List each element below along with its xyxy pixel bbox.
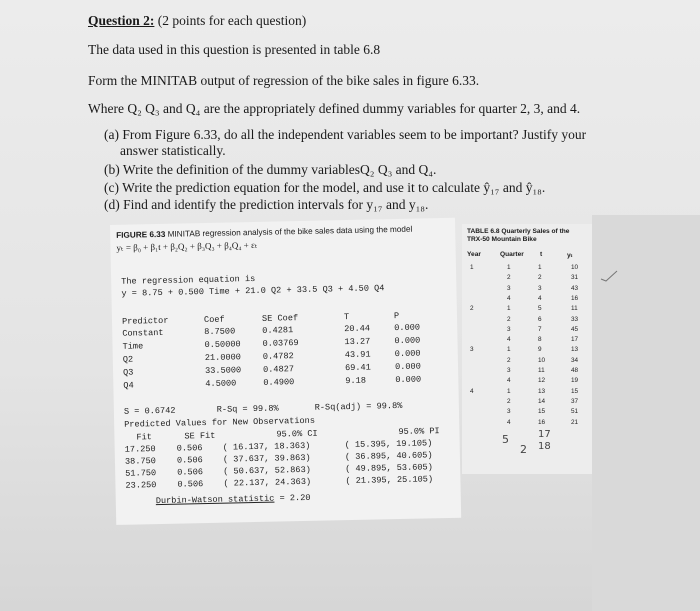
sales-cell: 13 xyxy=(571,346,579,354)
sales-cell: 51 xyxy=(571,408,579,416)
t-cell: 2 xyxy=(538,274,542,282)
sales-cell: 33 xyxy=(571,315,579,323)
pred-cell: 0.506 xyxy=(177,479,204,490)
figure-caption xyxy=(116,225,412,240)
t-cell: 12 xyxy=(538,377,546,385)
fit-statistics: S = 0.6742 R-Sq = 99.8% R-Sq(adj) = 99.8% xyxy=(123,400,403,417)
pred-cell: ( 21.395, 25.105) xyxy=(345,474,434,487)
sales-cell: 10 xyxy=(571,264,579,271)
item-a-continued: answer statistically. xyxy=(120,143,226,158)
pred-cell: ( 22.137, 24.363) xyxy=(223,476,312,489)
t-cell: 7 xyxy=(538,325,542,333)
t-cell: 3 xyxy=(538,284,542,292)
coef-header-2: SE Coef xyxy=(261,313,299,324)
sales-cell: 37 xyxy=(571,397,579,405)
handwritten-t17: 17 xyxy=(538,428,551,440)
coef-cell: 0.4900 xyxy=(263,377,295,388)
t-cell: 16 xyxy=(538,418,546,426)
table-header-0: Year xyxy=(467,251,481,258)
coef-cell: 0.03769 xyxy=(262,338,299,349)
pred-cell: ( 50.637, 52.863) xyxy=(223,464,311,477)
table-header-3: yₜ xyxy=(567,252,573,259)
handwritten-year: 5 xyxy=(502,432,509,446)
year-cell: 3 xyxy=(470,346,474,354)
coef-header-3: T xyxy=(343,312,350,323)
sales-cell: 48 xyxy=(571,367,579,374)
coef-cell: 0.4782 xyxy=(262,351,294,362)
coef-cell: 13.27 xyxy=(344,336,371,348)
item-d: (d) Find and identify the prediction intervals for y₁₇ and y₁₈. xyxy=(104,197,429,212)
coef-cell: 0.000 xyxy=(395,374,422,386)
quarter-cell: 4 xyxy=(507,294,511,302)
question-paragraph-3: Where Q₂ Q₃ and Q₄ are the appropriately defined dummy variables for quarter 2, 3, and 4. xyxy=(88,101,581,116)
pred-cell: 0.506 xyxy=(177,467,204,478)
table-caption-subtitle: TRX-50 Mountain Bike xyxy=(467,236,537,243)
pred-cell: ( 37.637, 39.863) xyxy=(222,452,311,465)
coef-cell: Q2 xyxy=(122,354,134,365)
coef-header-4: P xyxy=(393,310,400,322)
pred-cell: 17.250 xyxy=(124,444,156,455)
quarter-cell: 3 xyxy=(507,325,511,333)
pred-header-1: SE Fit xyxy=(184,430,216,442)
t-cell: 1 xyxy=(538,264,542,271)
quarter-cell: 2 xyxy=(507,397,511,405)
quarter-cell: 1 xyxy=(507,387,511,395)
regression-equation: y = 8.75 + 0.500 Time + 21.0 Q2 + 33.5 Q3 + 4.50 Q4 xyxy=(121,283,385,299)
item-c: (c) Write the prediction equation for the model, and use it to calculate ŷ₁₇ and ŷ₁₈. xyxy=(104,180,546,195)
coef-cell: 21.0000 xyxy=(204,352,242,364)
durbin-watson-label: Durbin-Watson statistic xyxy=(155,493,275,507)
coef-cell: 0.4281 xyxy=(262,325,294,336)
predicted-values-title: Predicted Values for New Observations xyxy=(124,415,316,430)
year-cell: 1 xyxy=(470,264,474,271)
sales-cell: 16 xyxy=(571,294,579,302)
coef-cell: 0.000 xyxy=(394,335,421,347)
coef-cell: Constant xyxy=(122,327,164,339)
coef-cell: 43.91 xyxy=(344,349,371,361)
regression-equation-title: The regression equation is xyxy=(121,273,256,287)
table-caption: TABLE 6.8 Quarterly Sales of the xyxy=(467,228,570,235)
pred-cell: 51.750 xyxy=(125,468,157,479)
quarter-cell: 2 xyxy=(507,356,511,364)
quarter-cell: 1 xyxy=(507,346,511,354)
sales-cell: 17 xyxy=(571,336,579,344)
table-header-1: Quarter xyxy=(500,251,524,258)
t-cell: 5 xyxy=(538,305,542,313)
question-paragraph-2: Form the MINITAB output of regression of the bike sales in figure 6.33. xyxy=(88,73,480,88)
quarter-cell: 3 xyxy=(507,284,511,292)
figure-model: yₜ = β₀ + β₁t + β₂Q₂ + β₃Q₃ + β₄Q₄ + εₜ xyxy=(116,239,258,253)
t-cell: 10 xyxy=(538,356,546,364)
sales-cell: 34 xyxy=(571,356,579,364)
pred-header-2: 95.0% CI xyxy=(276,428,318,440)
question-title: Question 2: xyxy=(88,13,155,28)
coef-cell: Time xyxy=(122,341,144,352)
sales-cell: 31 xyxy=(571,274,579,282)
handwritten-quarter: 2 xyxy=(520,442,527,456)
quarterly-sales-table xyxy=(462,224,592,474)
quarter-cell: 4 xyxy=(507,418,511,426)
t-cell: 6 xyxy=(538,315,542,323)
pred-cell: ( 15.395, 19.105) xyxy=(344,438,433,451)
item-a: (a) From Figure 6.33, do all the independent variables seem to be important? Justify your xyxy=(104,127,587,142)
t-cell: 4 xyxy=(538,294,542,302)
pred-cell: 38.750 xyxy=(124,456,157,467)
coef-cell: 0.000 xyxy=(394,322,421,334)
durbin-watson-value: = 2.20 xyxy=(274,492,311,504)
t-cell: 14 xyxy=(538,397,546,405)
quarter-cell: 3 xyxy=(507,367,511,374)
question-paragraph-1: The data used in this question is presented in table 6.8 xyxy=(88,42,381,57)
coef-cell: 4.5000 xyxy=(205,378,237,390)
table-header-2: t xyxy=(540,251,543,258)
coef-cell: 33.5000 xyxy=(204,365,242,377)
figure-label: FIGURE 6.33 xyxy=(116,229,166,240)
quarter-cell: 1 xyxy=(507,264,511,271)
quarter-cell: 4 xyxy=(507,377,511,385)
quarter-cell: 1 xyxy=(507,305,511,313)
sales-cell: 15 xyxy=(571,387,579,395)
pred-cell: 0.506 xyxy=(176,455,203,466)
coef-cell: 69.41 xyxy=(344,362,371,374)
sales-cell: 11 xyxy=(571,305,578,313)
sales-cell: 43 xyxy=(571,284,579,292)
sales-cell: 19 xyxy=(571,377,579,385)
sales-cell: 45 xyxy=(571,325,579,333)
quarter-cell: 3 xyxy=(507,408,511,416)
quarter-cell: 2 xyxy=(507,274,511,282)
coef-cell: Q4 xyxy=(123,380,134,391)
question-heading xyxy=(88,13,306,29)
pred-header-3: 95.0% PI xyxy=(398,426,440,438)
coef-cell: 0.4827 xyxy=(262,364,295,375)
coef-cell: 8.7500 xyxy=(204,326,236,338)
pen-mark-icon xyxy=(600,270,618,282)
t-cell: 15 xyxy=(538,408,546,416)
t-cell: 11 xyxy=(538,367,545,374)
pred-cell: ( 49.895, 53.605) xyxy=(345,462,433,475)
minitab-figure xyxy=(110,218,461,525)
coef-cell: Q3 xyxy=(122,367,134,378)
year-cell: 2 xyxy=(470,305,474,313)
handwritten-t18: 18 xyxy=(538,440,551,452)
coef-cell: 0.000 xyxy=(394,348,421,360)
quarter-cell: 2 xyxy=(507,315,511,323)
figure-caption-text: MINITAB regression analysis of the bike sales data using the model xyxy=(165,224,413,239)
item-b: (b) Write the definition of the dummy variablesQ₂ Q₃ and Q₄. xyxy=(104,162,437,177)
t-cell: 9 xyxy=(538,346,542,354)
year-cell: 4 xyxy=(470,387,474,395)
coef-cell: 9.18 xyxy=(345,375,367,387)
sales-cell: 21 xyxy=(571,418,579,426)
pred-cell: ( 36.895, 40.605) xyxy=(344,450,433,463)
coef-cell: 0.50000 xyxy=(204,339,241,351)
coef-cell: 20.44 xyxy=(344,323,371,335)
t-cell: 13 xyxy=(538,387,546,395)
coef-header-1: Coef xyxy=(203,314,225,326)
pred-cell: 0.506 xyxy=(176,443,203,454)
coef-cell: 0.000 xyxy=(394,361,421,373)
question-points: (2 points for each question) xyxy=(154,13,307,28)
quarter-cell: 4 xyxy=(507,336,511,344)
pred-cell: ( 16.137, 18.363) xyxy=(222,440,311,453)
coef-header-0: Predictor xyxy=(121,315,169,327)
pred-header-0: Fit xyxy=(136,432,153,443)
t-cell: 8 xyxy=(538,336,542,344)
durbin-watson xyxy=(156,493,311,506)
pred-cell: 23.250 xyxy=(125,480,157,491)
